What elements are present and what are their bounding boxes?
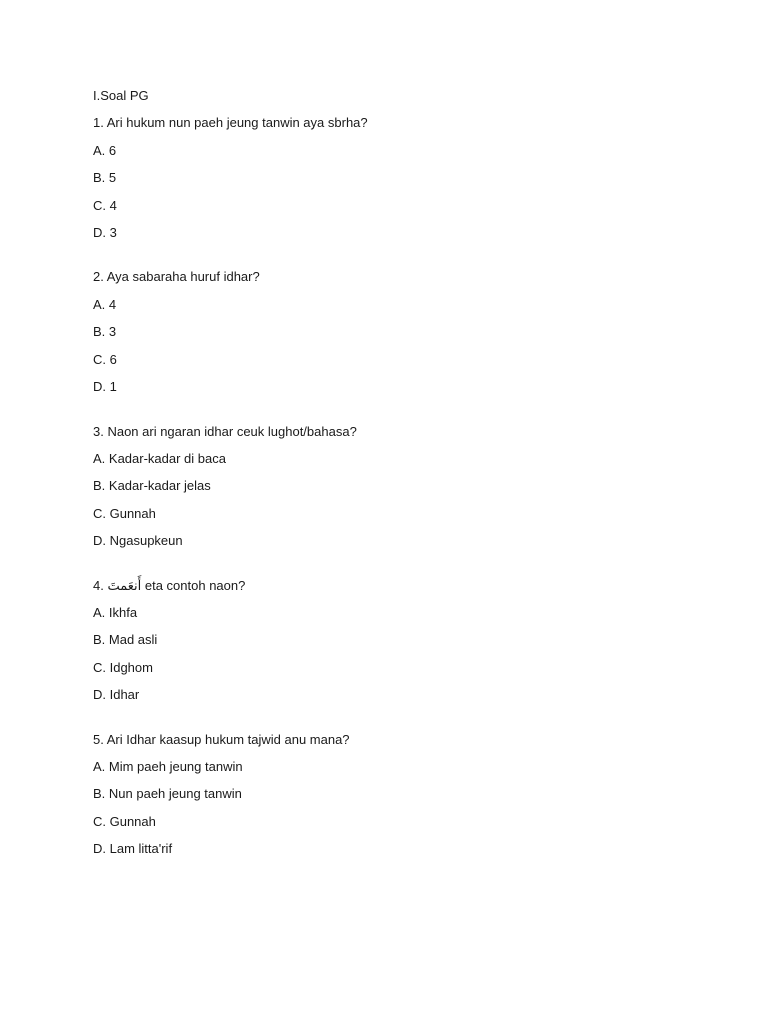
question-4-arabic-word: أَنعَمتَ xyxy=(107,578,142,594)
question-4-option-a: A. Ikhfa xyxy=(93,604,138,620)
question-3-text: 3. Naon ari ngaran idhar ceuk lughot/bahasa? xyxy=(93,423,357,439)
question-5-text: 5. Ari Idhar kaasup hukum tajwid anu mana? xyxy=(93,731,350,747)
question-4-option-c: C. Idghom xyxy=(93,659,153,675)
question-2-option-a: A. 4 xyxy=(93,296,117,312)
question-2 xyxy=(93,268,693,395)
question-5-option-c: C. Gunnah xyxy=(93,813,156,829)
question-1-option-a: A. 6 xyxy=(93,142,117,158)
document-content xyxy=(93,87,693,868)
question-3-option-d: D. Ngasupkeun xyxy=(93,533,183,549)
question-4-suffix: eta contoh naon? xyxy=(141,577,246,593)
section-title: I.Soal PG xyxy=(93,88,149,103)
question-3-option-a: A. Kadar-kadar di baca xyxy=(93,450,226,466)
question-4-option-d: D. Idhar xyxy=(93,687,140,703)
question-5-option-d: D. Lam litta'rif xyxy=(93,841,173,857)
question-1 xyxy=(93,114,693,241)
question-2-option-d: D. 1 xyxy=(93,379,117,395)
question-3-option-c: C. Gunnah xyxy=(93,505,156,521)
question-3-option-b: B. Kadar-kadar jelas xyxy=(93,478,211,494)
question-4-text xyxy=(93,577,693,594)
question-1-option-d: D. 3 xyxy=(93,224,117,240)
question-5 xyxy=(93,731,693,858)
question-2-option-b: B. 3 xyxy=(93,324,117,340)
question-1-option-b: B. 5 xyxy=(93,170,117,186)
question-2-option-c: C. 6 xyxy=(93,351,117,367)
question-1-text: 1. Ari hukum nun paeh jeung tanwin aya sbrha? xyxy=(93,115,368,131)
question-4-option-b: B. Mad asli xyxy=(93,632,158,648)
question-2-text: 2. Aya sabaraha huruf idhar? xyxy=(93,269,260,285)
question-3 xyxy=(93,423,693,550)
question-4-prefix: 4. xyxy=(93,577,108,593)
question-1-option-c: C. 4 xyxy=(93,197,117,213)
question-5-option-a: A. Mim paeh jeung tanwin xyxy=(93,759,243,775)
question-5-option-b: B. Nun paeh jeung tanwin xyxy=(93,786,242,802)
question-4 xyxy=(93,577,693,704)
